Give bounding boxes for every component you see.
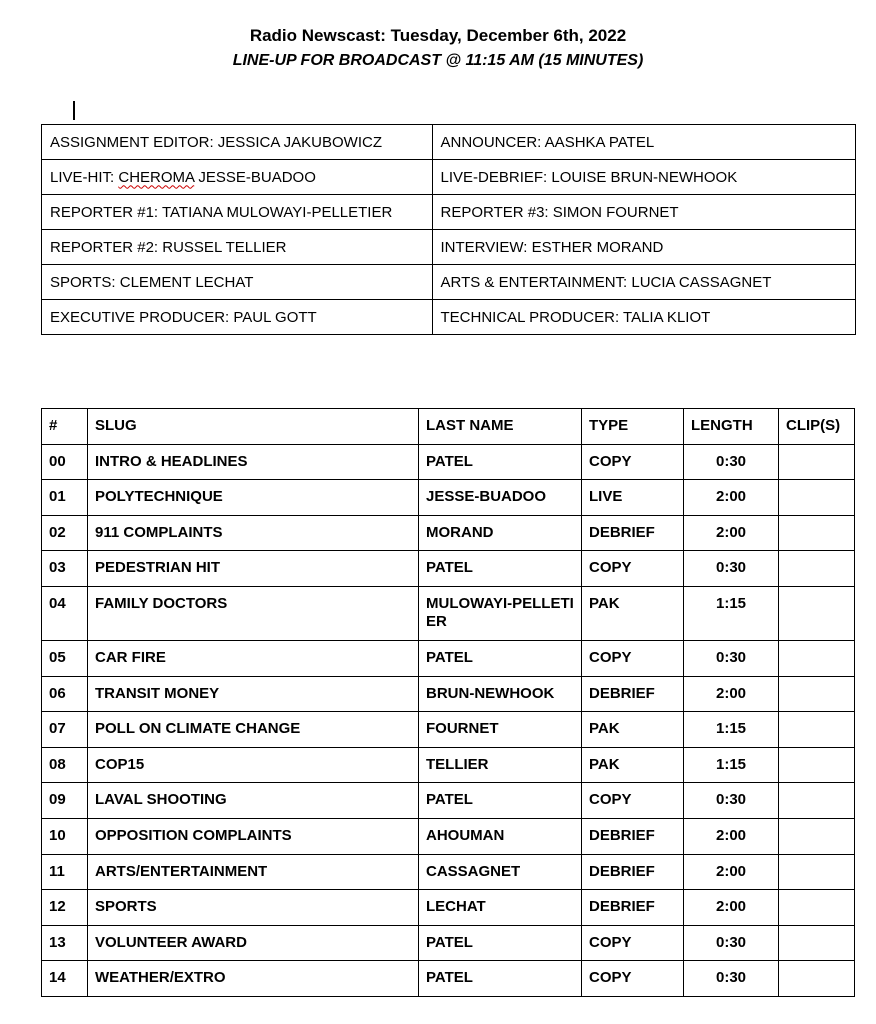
- table-row: [42, 480, 855, 516]
- row-clips[interactable]: [779, 515, 855, 551]
- row-last-name[interactable]: FOURNET: [419, 712, 582, 748]
- row-length[interactable]: 2:00: [684, 515, 779, 551]
- row-clips[interactable]: [779, 783, 855, 819]
- row-slug[interactable]: POLYTECHNIQUE: [88, 480, 419, 516]
- row-type[interactable]: COPY: [582, 551, 684, 587]
- row-last-name[interactable]: TELLIER: [419, 747, 582, 783]
- row-slug[interactable]: TRANSIT MONEY: [88, 676, 419, 712]
- row-length[interactable]: 0:30: [684, 961, 779, 997]
- header-clips[interactable]: CLIP(S): [779, 409, 855, 445]
- row-number[interactable]: 07: [42, 712, 88, 748]
- row-type[interactable]: DEBRIEF: [582, 676, 684, 712]
- row-length[interactable]: 0:30: [684, 551, 779, 587]
- header-slug[interactable]: SLUG: [88, 409, 419, 445]
- staff-table: [41, 124, 856, 335]
- table-row: [42, 783, 855, 819]
- staff-cell[interactable]: SPORTS: CLEMENT LECHAT: [42, 265, 433, 300]
- staff-cell-suffix: JESSE-BUADOO: [194, 168, 316, 186]
- table-row: [42, 854, 855, 890]
- row-clips[interactable]: [779, 640, 855, 676]
- rundown-table: [41, 408, 855, 997]
- row-length[interactable]: 2:00: [684, 890, 779, 926]
- row-length[interactable]: 0:30: [684, 783, 779, 819]
- row-type[interactable]: COPY: [582, 783, 684, 819]
- table-row: [42, 640, 855, 676]
- spellcheck-flagged-word[interactable]: CHEROMA: [118, 168, 195, 186]
- row-slug[interactable]: OPPOSITION COMPLAINTS: [88, 818, 419, 854]
- row-type[interactable]: COPY: [582, 925, 684, 961]
- row-clips[interactable]: [779, 747, 855, 783]
- row-length[interactable]: 2:00: [684, 818, 779, 854]
- staff-cell[interactable]: [42, 160, 433, 195]
- table-row: [42, 444, 855, 480]
- row-slug[interactable]: WEATHER/EXTRO: [88, 961, 419, 997]
- row-clips[interactable]: [779, 480, 855, 516]
- row-clips[interactable]: [779, 676, 855, 712]
- header-type[interactable]: TYPE: [582, 409, 684, 445]
- row-type[interactable]: COPY: [582, 444, 684, 480]
- row-number[interactable]: 03: [42, 551, 88, 587]
- row-number[interactable]: 02: [42, 515, 88, 551]
- row-length[interactable]: 1:15: [684, 747, 779, 783]
- row-clips[interactable]: [779, 444, 855, 480]
- row-slug[interactable]: LAVAL SHOOTING: [88, 783, 419, 819]
- row-slug[interactable]: ARTS/ENTERTAINMENT: [88, 854, 419, 890]
- table-row: [42, 925, 855, 961]
- row-clips[interactable]: [779, 925, 855, 961]
- staff-cell[interactable]: LIVE-DEBRIEF: LOUISE BRUN-NEWHOOK: [432, 160, 856, 195]
- table-row: [42, 586, 855, 640]
- row-type[interactable]: PAK: [582, 747, 684, 783]
- text-cursor: [73, 101, 75, 120]
- table-row: [42, 818, 855, 854]
- row-type[interactable]: DEBRIEF: [582, 515, 684, 551]
- row-last-name[interactable]: PATEL: [419, 783, 582, 819]
- row-length[interactable]: 2:00: [684, 854, 779, 890]
- staff-cell[interactable]: INTERVIEW: ESTHER MORAND: [432, 230, 856, 265]
- table-row: [42, 747, 855, 783]
- staff-cell-prefix: LIVE-HIT:: [50, 168, 119, 186]
- staff-cell[interactable]: REPORTER #1: TATIANA MULOWAYI-PELLETIER: [42, 195, 433, 230]
- row-number[interactable]: 08: [42, 747, 88, 783]
- row-slug[interactable]: SPORTS: [88, 890, 419, 926]
- row-clips[interactable]: [779, 586, 855, 640]
- row-length[interactable]: 0:30: [684, 925, 779, 961]
- header-num[interactable]: #: [42, 409, 88, 445]
- row-number[interactable]: 11: [42, 854, 88, 890]
- row-length[interactable]: 1:15: [684, 586, 779, 640]
- row-number[interactable]: 13: [42, 925, 88, 961]
- row-last-name[interactable]: PATEL: [419, 640, 582, 676]
- staff-cell[interactable]: ASSIGNMENT EDITOR: JESSICA JAKUBOWICZ: [42, 125, 433, 160]
- header-length[interactable]: LENGTH: [684, 409, 779, 445]
- row-number[interactable]: 06: [42, 676, 88, 712]
- row-length[interactable]: 0:30: [684, 640, 779, 676]
- row-last-name[interactable]: JESSE-BUADOO: [419, 480, 582, 516]
- row-slug[interactable]: FAMILY DOCTORS: [88, 586, 419, 640]
- row-slug[interactable]: POLL ON CLIMATE CHANGE: [88, 712, 419, 748]
- row-type[interactable]: DEBRIEF: [582, 854, 684, 890]
- row-last-name[interactable]: PATEL: [419, 444, 582, 480]
- row-type[interactable]: LIVE: [582, 480, 684, 516]
- staff-row: [42, 195, 856, 230]
- row-number[interactable]: 01: [42, 480, 88, 516]
- table-row: [42, 551, 855, 587]
- row-type[interactable]: COPY: [582, 640, 684, 676]
- row-number[interactable]: 09: [42, 783, 88, 819]
- row-slug[interactable]: INTRO & HEADLINES: [88, 444, 419, 480]
- row-last-name[interactable]: PATEL: [419, 961, 582, 997]
- table-row: [42, 515, 855, 551]
- staff-row: [42, 230, 856, 265]
- row-last-name[interactable]: AHOUMAN: [419, 818, 582, 854]
- row-last-name[interactable]: MULOWAYI-PELLETIER: [419, 586, 582, 640]
- row-number[interactable]: 12: [42, 890, 88, 926]
- header-last-name[interactable]: LAST NAME: [419, 409, 582, 445]
- row-number[interactable]: 10: [42, 818, 88, 854]
- row-clips[interactable]: [779, 890, 855, 926]
- row-last-name[interactable]: BRUN-NEWHOOK: [419, 676, 582, 712]
- row-type[interactable]: DEBRIEF: [582, 818, 684, 854]
- document-title: Radio Newscast: Tuesday, December 6th, 2022: [249, 26, 627, 45]
- row-last-name[interactable]: PATEL: [419, 551, 582, 587]
- row-type[interactable]: DEBRIEF: [582, 890, 684, 926]
- row-slug[interactable]: CAR FIRE: [88, 640, 419, 676]
- staff-cell[interactable]: TECHNICAL PRODUCER: TALIA KLIOT: [432, 300, 856, 335]
- staff-row: [42, 125, 856, 160]
- table-row: [42, 712, 855, 748]
- row-number[interactable]: 14: [42, 961, 88, 997]
- row-type[interactable]: PAK: [582, 586, 684, 640]
- staff-cell[interactable]: EXECUTIVE PRODUCER: PAUL GOTT: [42, 300, 433, 335]
- row-number[interactable]: 05: [42, 640, 88, 676]
- row-slug[interactable]: 911 COMPLAINTS: [88, 515, 419, 551]
- staff-row: [42, 300, 856, 335]
- row-clips[interactable]: [779, 712, 855, 748]
- document-subtitle: LINE-UP FOR BROADCAST @ 11:15 AM (15 MINUTES): [232, 52, 644, 69]
- row-type[interactable]: PAK: [582, 712, 684, 748]
- staff-cell[interactable]: REPORTER #3: SIMON FOURNET: [432, 195, 856, 230]
- row-length[interactable]: 1:15: [684, 712, 779, 748]
- table-row: [42, 676, 855, 712]
- row-slug[interactable]: VOLUNTEER AWARD: [88, 925, 419, 961]
- row-last-name[interactable]: LECHAT: [419, 890, 582, 926]
- staff-row: [42, 265, 856, 300]
- row-last-name[interactable]: PATEL: [419, 925, 582, 961]
- table-row: [42, 961, 855, 997]
- row-slug[interactable]: COP15: [88, 747, 419, 783]
- staff-cell[interactable]: ANNOUNCER: AASHKA PATEL: [432, 125, 856, 160]
- staff-row: [42, 160, 856, 195]
- table-row: [42, 890, 855, 926]
- staff-cell[interactable]: ARTS & ENTERTAINMENT: LUCIA CASSAGNET: [432, 265, 856, 300]
- header-row: [42, 409, 855, 445]
- row-slug[interactable]: PEDESTRIAN HIT: [88, 551, 419, 587]
- row-length[interactable]: 2:00: [684, 480, 779, 516]
- row-number[interactable]: 00: [42, 444, 88, 480]
- row-clips[interactable]: [779, 818, 855, 854]
- row-last-name[interactable]: MORAND: [419, 515, 582, 551]
- row-length[interactable]: 2:00: [684, 676, 779, 712]
- staff-cell[interactable]: REPORTER #2: RUSSEL TELLIER: [42, 230, 433, 265]
- row-last-name[interactable]: CASSAGNET: [419, 854, 582, 890]
- row-type[interactable]: COPY: [582, 961, 684, 997]
- row-length[interactable]: 0:30: [684, 444, 779, 480]
- row-clips[interactable]: [779, 551, 855, 587]
- row-number[interactable]: 04: [42, 586, 88, 640]
- row-clips[interactable]: [779, 961, 855, 997]
- row-clips[interactable]: [779, 854, 855, 890]
